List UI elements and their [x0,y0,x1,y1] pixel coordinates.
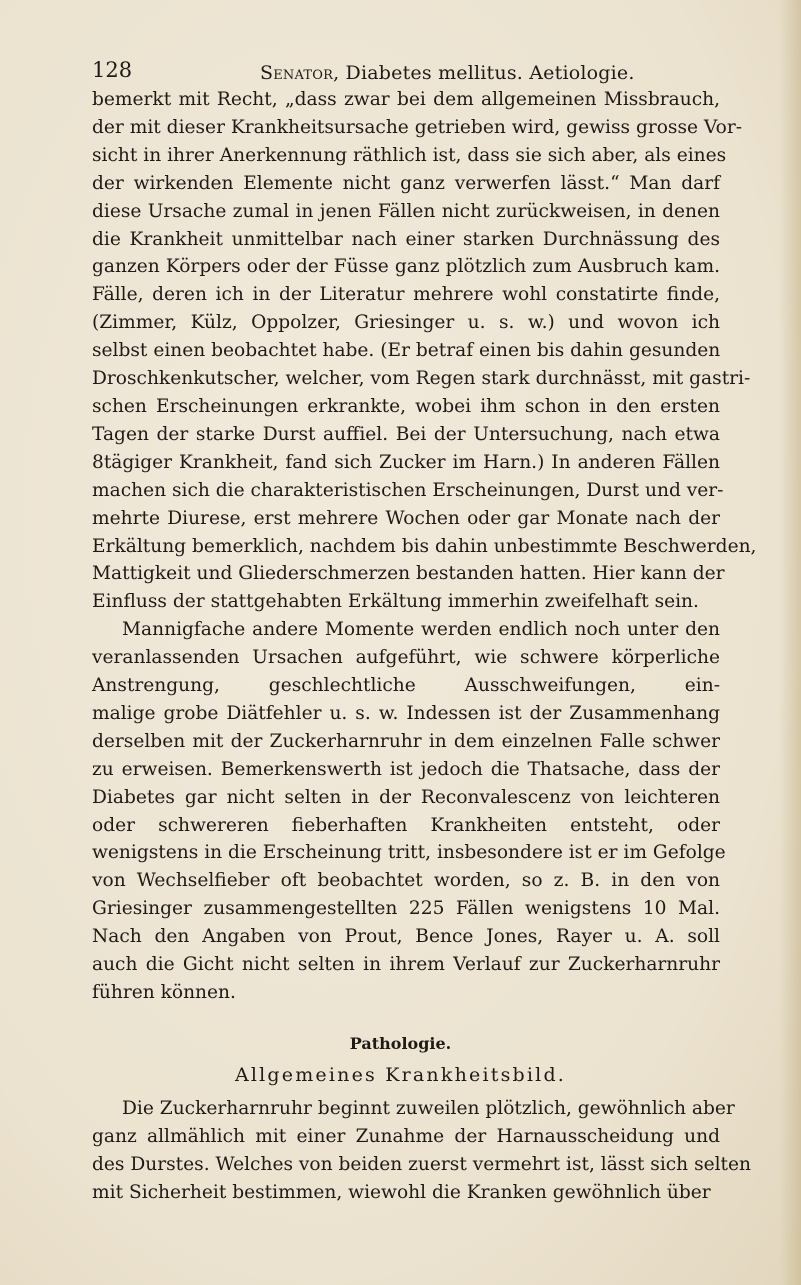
text-line: diese Ursache zumal in jenen Fällen nicht zurückweisen, in denen [92,200,720,222]
text-line: veranlassenden Ursachen aufgeführt, wie schwere körperliche [92,647,720,669]
text-line: Fälle, deren ich in der Literatur mehrere wohl constatirte finde, [92,284,720,306]
text-line: Diabetes gar nicht selten in der Reconvalescenz von leichteren [92,786,720,808]
text-line: Mattigkeit und Gliederschmerzen bestanden hatten. Hier kann der [92,563,725,585]
text-line: derselben mit der Zuckerharnruhr in dem einzelnen Falle schwer [92,730,720,752]
text-line: (Zimmer, Külz, Oppolzer, Griesinger u. s. w.) und wovon ich [92,312,720,334]
text-line: mehrte Diurese, erst mehrere Wochen oder gar Monate nach der [92,507,720,529]
text-line: wenigstens in die Erscheinung tritt, insbesondere ist er im Gefolge [92,842,726,864]
running-head [260,62,635,84]
text-line: Erkältung bemerklich, nachdem bis dahin unbestimmte Beschwerden, [92,535,757,557]
page-number: 128 [92,58,133,82]
text-line: der mit dieser Krankheitsursache getrieben wird, gewiss grosse Vor- [92,116,743,138]
text-line: ganz allmählich mit einer Zunahme der Harnausscheidung und [92,1126,720,1147]
running-head-title: , Diabetes mellitus. Aetiologie. [333,62,635,84]
text-line: zu erweisen. Bemerkenswerth ist jedoch die Thatsache, dass der [92,758,720,780]
text-line: auch die Gicht nicht selten in ihrem Verlauf zur Zuckerharnruhr [92,954,720,976]
body-text [92,86,757,1007]
text-line: bemerkt mit Recht, „dass zwar bei dem allgemeinen Missbrauch, [92,89,720,110]
text-line: des Durstes. Welches von beiden zuerst vermehrt ist, lässt sich selten [92,1154,752,1175]
text-line: sicht in ihrer Anerkennung räthlich ist, dass sie sich aber, als eines [92,144,727,166]
text-line: Griesinger zusammengestellten 225 Fällen wenigstens 10 Mal. [92,898,720,920]
text-line: 8tägiger Krankheit, fand sich Zucker im Harn.) In anderen Fällen [92,451,720,473]
text-line: Nach den Angaben von Prout, Bence Jones, Rayer u. A. soll [92,926,720,948]
section-heading: Pathologie. [349,1034,452,1053]
subsection-heading: Allgemeines Krankheitsbild. [234,1064,567,1086]
paragraph-1 [92,86,757,616]
text-line: ganzen Körpers oder der Füsse ganz plötzlich zum Ausbruch kam. [92,256,720,278]
text-line: Mannigfache andere Momente werden endlich noch unter den [122,619,720,641]
body-text-continued [92,1095,752,1207]
text-line: führen können. [92,982,236,1003]
text-line: oder schwereren fieberhaften Krankheiten entsteht, oder [92,814,720,836]
text-line: Tagen der starke Durst auffiel. Bei der Untersuchung, nach etwa [92,423,720,445]
text-line: Droschkenkutscher, welcher, vom Regen stark durchnässt, mit gastri- [92,368,751,390]
text-line: malige grobe Diätfehler u. s. w. Indessen ist der Zusammenhang [92,702,720,724]
text-line: der wirkenden Elemente nicht ganz verwerfen lässt.“ Man darf [92,172,720,194]
text-line: Die Zuckerharnruhr beginnt zuweilen plötzlich, gewöhnlich aber [122,1098,735,1119]
paragraph-2 [92,616,726,1007]
text-line: mit Sicherheit bestimmen, wiewohl die Kranken gewöhnlich über [92,1182,711,1203]
text-line: Anstrengung, geschlechtliche Ausschweifungen, ein- [92,675,720,697]
paragraph-3 [92,1095,752,1207]
text-line: schen Erscheinungen erkrankte, wobei ihm schon in den ersten [92,395,720,417]
text-line: machen sich die charakteristischen Erscheinungen, Durst und ver- [92,479,724,501]
text-line: Einfluss der stattgehabten Erkältung immerhin zweifelhaft sein. [92,591,699,613]
text-line: die Krankheit unmittelbar nach einer starken Durchnässung des [92,228,720,250]
text-line: von Wechselfieber oft beobachtet worden, so z. B. in den von [92,870,720,892]
text-line: selbst einen beobachtet habe. (Er betraf einen bis dahin gesunden [92,340,721,362]
running-head-author: Senator [260,62,334,84]
page-edge-shadow [779,0,801,1285]
